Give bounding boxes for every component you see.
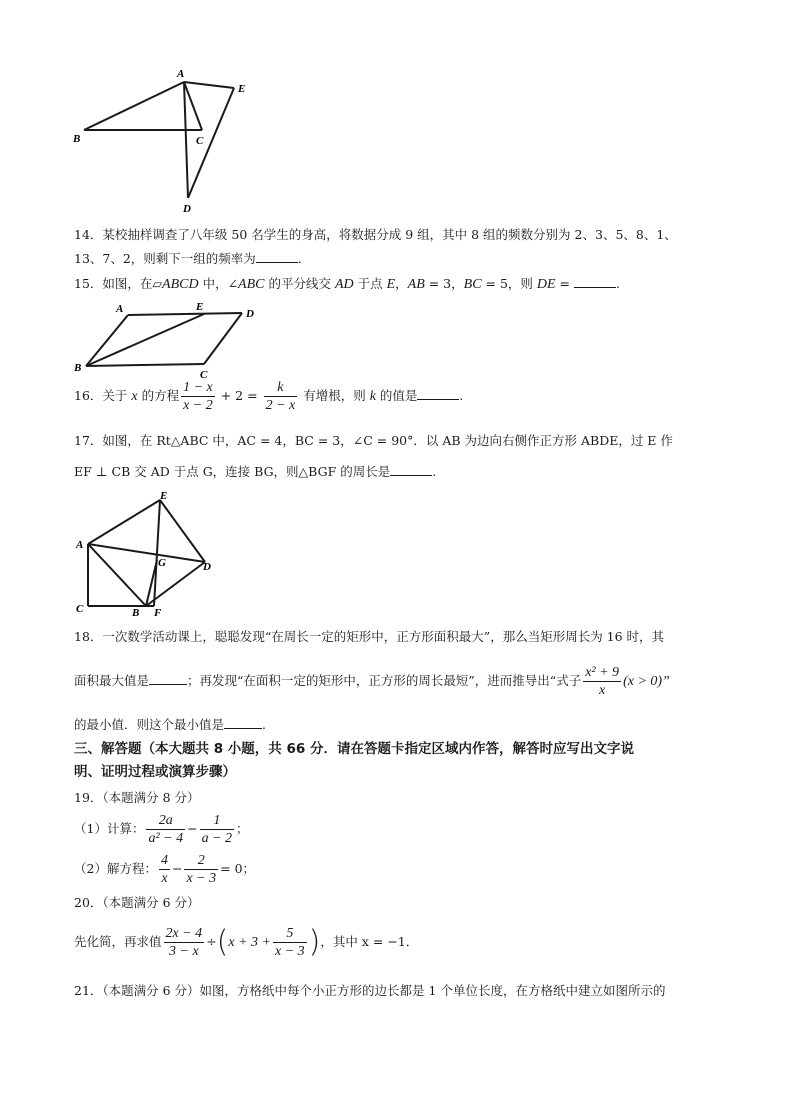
q19-p2-minus: − <box>171 861 183 876</box>
figure-q15 <box>70 298 270 378</box>
q20-div: ÷ <box>206 934 217 949</box>
q19-p1-f1-den: a² − 4 <box>148 831 184 846</box>
q20-fraction-2 <box>273 925 307 960</box>
q15-abcd: ABCD <box>162 277 199 292</box>
q18-answer-blank-2[interactable] <box>224 716 262 729</box>
q19-p1-f2-num: 1 <box>200 812 234 830</box>
q15-p1: 15．如图，在 <box>74 276 153 291</box>
q16-k: k <box>369 389 376 404</box>
q19-p1-f1-num: 2a <box>146 812 185 830</box>
q14-period: . <box>297 251 302 266</box>
q20-body <box>74 922 418 963</box>
q19-p1-fraction-2 <box>200 812 234 847</box>
q17-answer-blank[interactable] <box>390 463 432 476</box>
q20-p2: ，其中 x = −1． <box>320 934 419 949</box>
section3-heading-line1: 三、解答题（本大题共 8 小题，共 66 分．请在答题卡指定区域内作答，解答时应写出文字说 <box>74 741 634 757</box>
q14-line2 <box>74 250 302 268</box>
q16-p4: 有增根，则 <box>299 388 370 403</box>
label-e: E <box>238 83 246 95</box>
label-b: B <box>132 607 140 619</box>
label-b: B <box>73 133 81 145</box>
q18-line2-start: 面积最大值是 <box>74 673 150 688</box>
q16-f1-num: 1 − x <box>183 380 213 395</box>
label-b: B <box>74 362 82 374</box>
q20-p1: 先化简，再求值 <box>74 934 162 949</box>
q15-p5: ， <box>395 276 408 291</box>
label-g: G <box>158 557 166 569</box>
parallelogram-symbol: ▱ <box>152 276 163 291</box>
q20-f2-num: 5 <box>273 925 307 943</box>
q16-fraction-2 <box>264 379 298 414</box>
q15-answer-blank[interactable] <box>574 275 616 288</box>
q19-p1-fraction-1 <box>146 812 185 847</box>
q19-p2-label: （2）解方程： <box>74 861 157 876</box>
q16-text <box>74 378 463 415</box>
q18-f-num: x² + 9 <box>585 665 620 680</box>
q16-p1: 16．关于 <box>74 388 132 403</box>
q18-period: . <box>262 717 266 732</box>
q15-p8: = <box>555 276 574 291</box>
q16-p2: 的方程 <box>137 388 180 403</box>
q19-p2-end: = 0； <box>220 861 256 876</box>
label-a: A <box>76 539 84 551</box>
q15-abc: ABC <box>238 277 265 292</box>
q18-f-den: x <box>599 683 606 698</box>
figure-q17 <box>70 486 230 626</box>
q16-f1-den: x − 2 <box>183 398 213 413</box>
q19-p2-f1-den: x <box>161 871 168 886</box>
q21-line1: 21．（本题满分 6 分）如图，方格纸中每个小正方形的边长都是 1 个单位长度，在方格纸中建立如图所示的 <box>74 983 666 998</box>
q18-line2 <box>74 662 670 701</box>
q20-header: 20．（本题满分 6 分） <box>74 895 200 910</box>
q20-inner: x + 3 + <box>228 935 271 950</box>
figure-q13 <box>70 62 260 212</box>
q15-de: DE <box>536 277 556 292</box>
q19-p1-label: （1）计算： <box>74 821 145 836</box>
q15-p6: = 3， <box>424 276 464 291</box>
q19-part2 <box>74 850 255 888</box>
label-e: E <box>196 301 204 313</box>
q19-part1 <box>74 810 249 848</box>
q16-period: . <box>459 388 464 403</box>
q18-line2-end: (x > 0)” <box>623 674 670 689</box>
label-e: E <box>160 490 168 502</box>
q19-p2-f2-num: 2 <box>184 852 218 870</box>
q18-line1: 18．一次数学活动课上，聪聪发现“在周长一定的矩形中，正方形面积最大”，那么当矩形周长为 16 时，其 <box>74 629 665 644</box>
label-c: C <box>76 603 84 615</box>
q15-e: E <box>386 277 396 292</box>
q20-f1-num: 2x − 4 <box>165 926 203 941</box>
q18-answer-blank-1[interactable] <box>149 672 187 685</box>
q15-text <box>74 275 620 294</box>
q16-fraction-1 <box>181 379 215 414</box>
q18-line2-mid: ；再发现“在面积一定的矩形中，正方形的周长最短”，进而推导出“式子 <box>187 673 582 688</box>
q17-line1: 17．如图，在 Rt△ABC 中，AC = 4，BC = 3，∠C = 90°．以 AB 为边向右侧作正方形 ABDE，过 E 作 <box>74 433 673 448</box>
q19-p1-end: ； <box>236 821 249 836</box>
q20-paren-close: ) <box>308 924 321 960</box>
q15-p4: 于点 <box>353 276 387 291</box>
q15-period: . <box>615 276 620 291</box>
q16-p5: 的值是 <box>375 388 418 403</box>
q16-f2-num: k <box>264 379 298 397</box>
q17-line2-text: EF ⊥ CB 交 AD 于点 G，连接 BG，则△BGF 的周长是 <box>74 464 391 479</box>
q14-answer-blank[interactable] <box>256 250 298 263</box>
label-d: D <box>183 203 191 212</box>
q16-x: x <box>131 389 138 404</box>
q20-fraction-1 <box>164 925 205 960</box>
label-c: C <box>196 135 204 147</box>
q14-line1: 14．某校抽样调查了八年级 50 名学生的身高，将数据分成 9 组，其中 8 组的频数分别为 2、3、5、8、1、 <box>74 227 677 242</box>
q19-p2-f1-num: 4 <box>160 853 168 868</box>
q18-fraction <box>583 664 621 699</box>
q16-answer-blank[interactable] <box>417 387 459 400</box>
label-a: A <box>116 303 124 315</box>
q17-line2 <box>74 463 436 481</box>
q15-p2: 中，∠ <box>198 276 239 291</box>
q15-p3: 的平分线交 <box>264 276 335 291</box>
section3-heading-line2: 明、证明过程或演算步骤） <box>74 764 236 780</box>
q19-p2-fraction-2 <box>184 852 218 887</box>
label-a: A <box>177 68 185 80</box>
q19-p2-f2-den: x − 3 <box>186 871 217 886</box>
q19-p1-f2-den: a − 2 <box>201 831 233 846</box>
q14-line2-text: 13、7、2，则剩下一组的频率为 <box>74 251 256 266</box>
q19-p1-minus: − <box>187 821 198 836</box>
label-d: D <box>203 561 211 573</box>
q19-p2-fraction-1 <box>159 852 170 887</box>
q20-f2-den: x − 3 <box>275 944 305 959</box>
q15-ad: AD <box>334 277 354 292</box>
q15-ab: AB <box>407 277 425 292</box>
label-f: F <box>154 607 162 619</box>
q16-f2-den: 2 − x <box>265 398 296 413</box>
label-d: D <box>246 308 254 320</box>
q17-period: . <box>432 464 437 479</box>
q18-line3-text: 的最小值．则这个最小值是 <box>74 717 225 732</box>
q20-f1-den: 3 − x <box>169 944 199 959</box>
q19-header: 19．（本题满分 8 分） <box>74 790 200 805</box>
q20-paren-open: ( <box>216 924 229 960</box>
q15-bc: BC <box>463 277 482 292</box>
q18-line3 <box>74 716 266 734</box>
q15-p7: = 5，则 <box>481 276 537 291</box>
q16-p3: + 2 = <box>216 388 262 403</box>
label-c: C <box>200 369 208 378</box>
